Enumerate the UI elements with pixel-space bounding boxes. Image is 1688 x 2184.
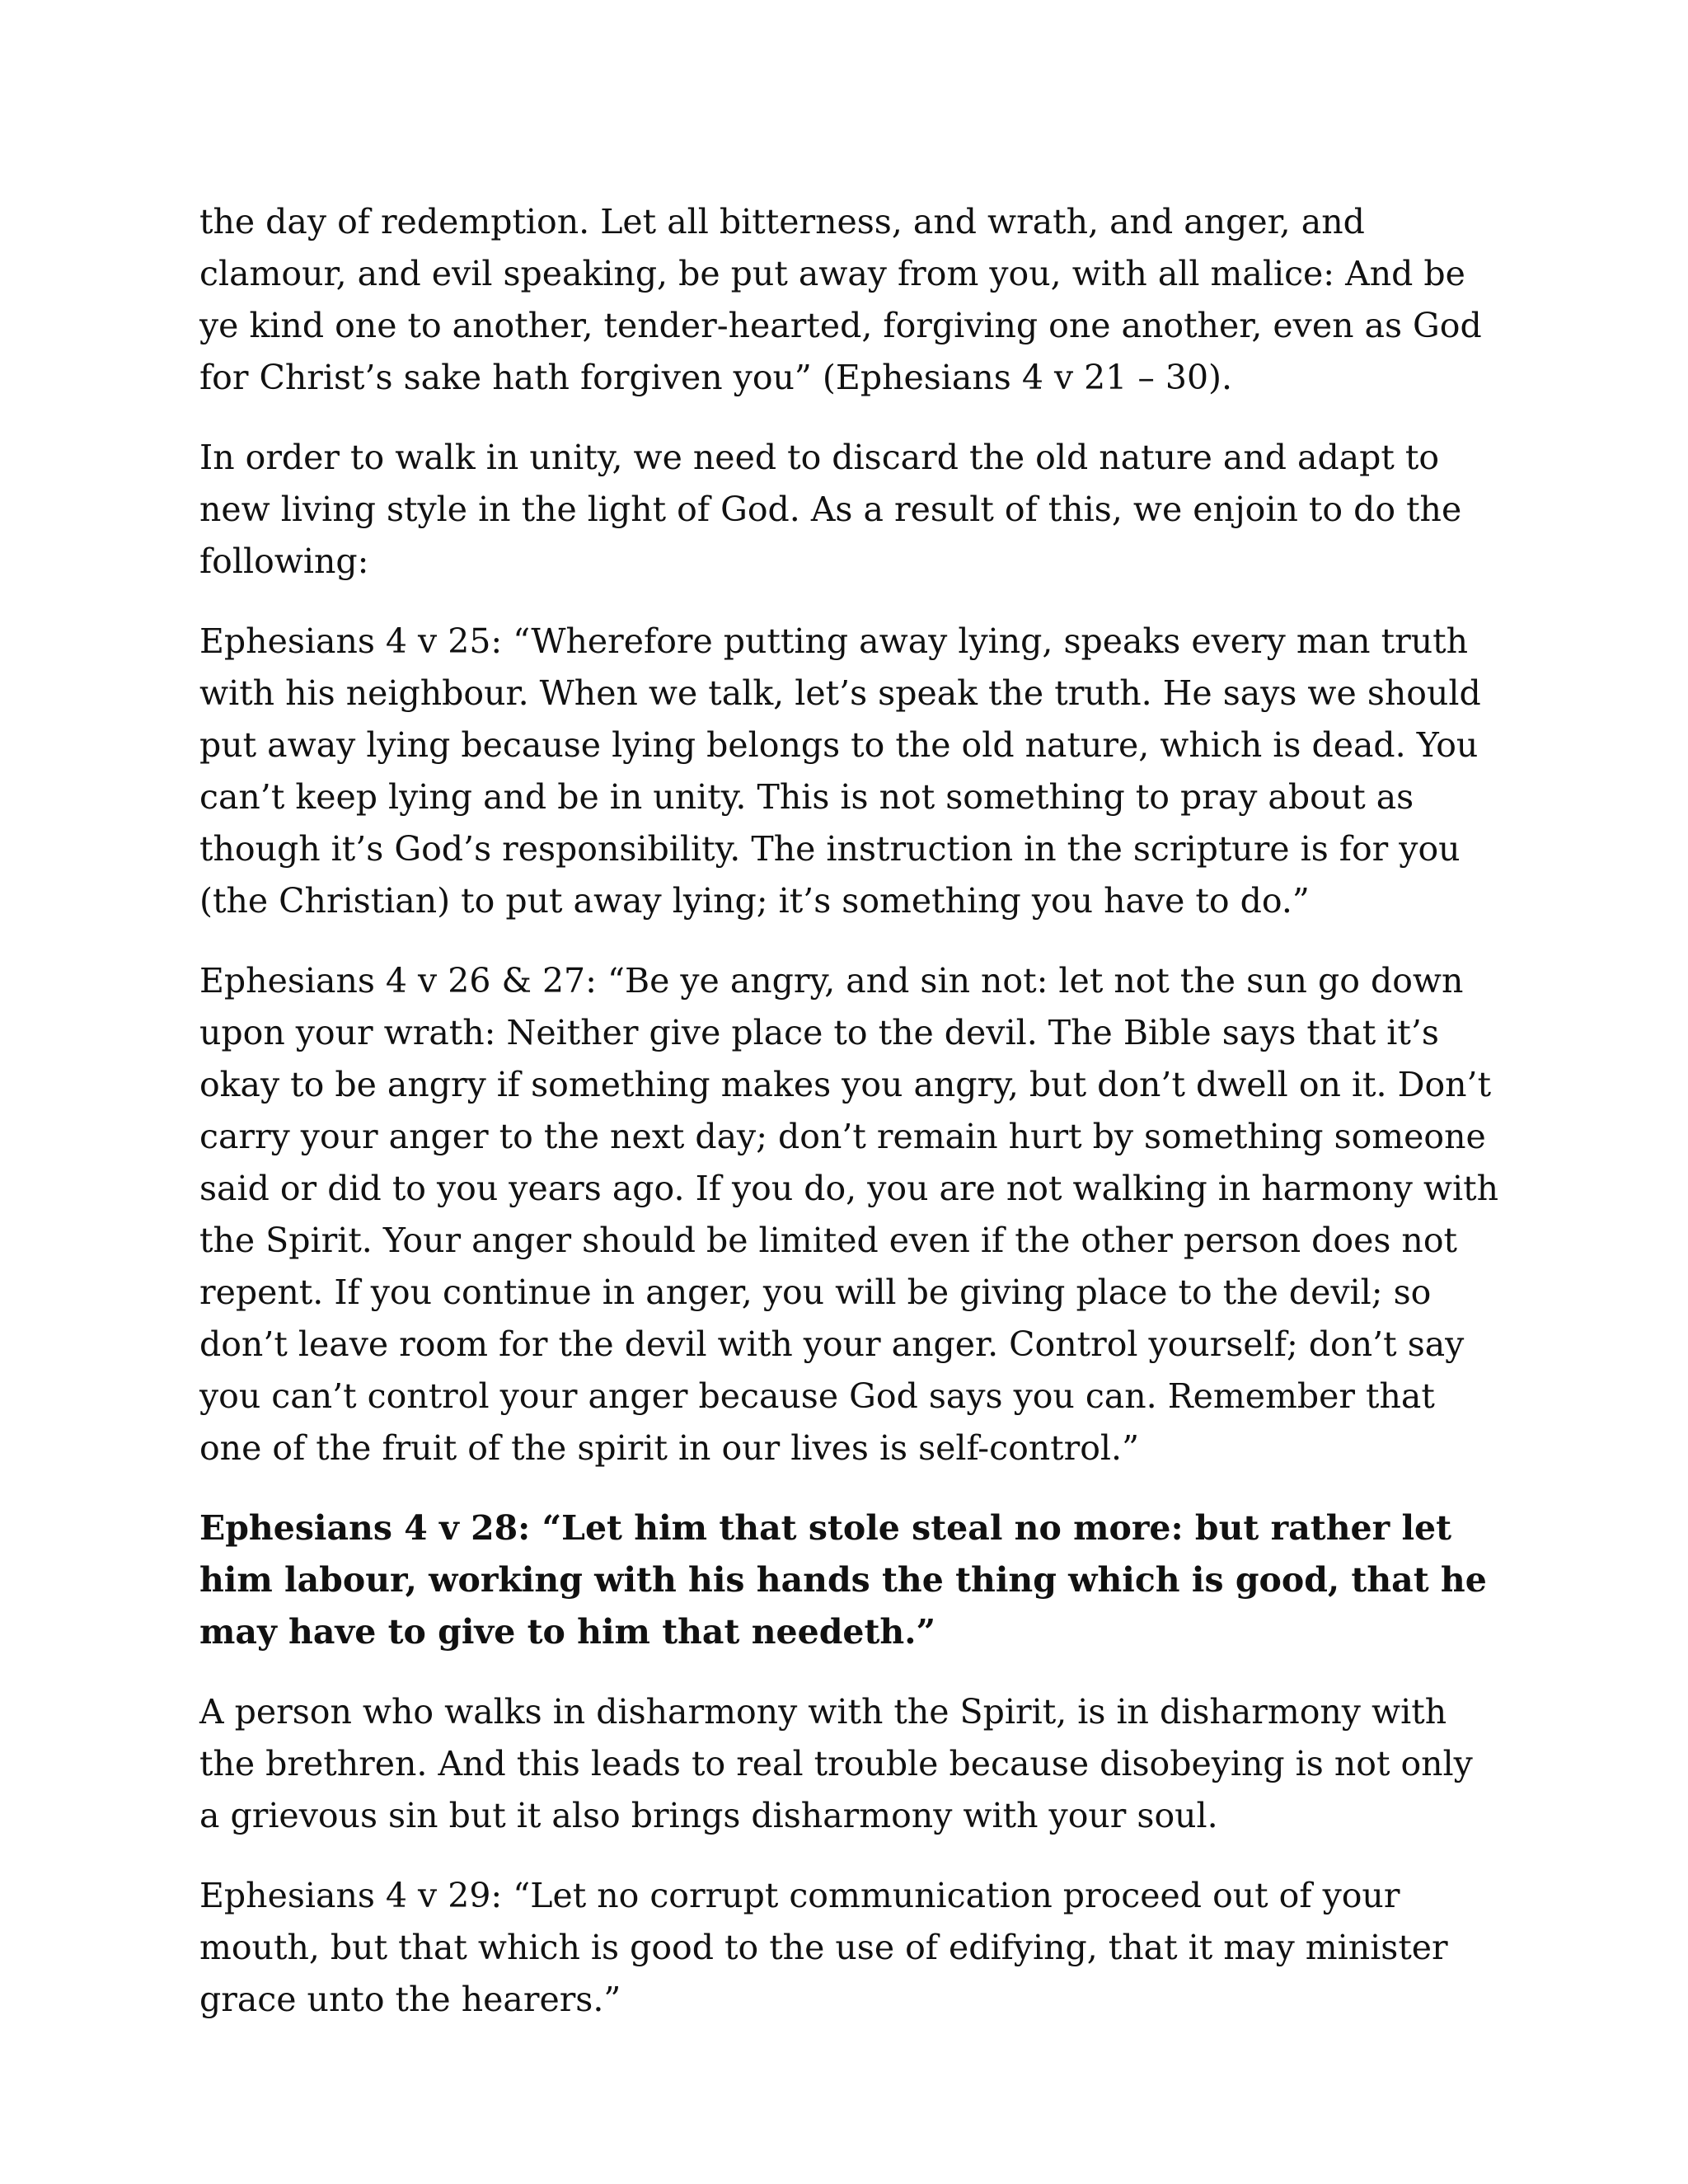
paragraph-ephesians-4-28: Ephesians 4 v 28: “Let him that stole steal no more: but rather let him labour, working with his hands the thing which is good, that he may have to give to him that needeth.”	[199, 1508, 1487, 1652]
paragraph-disharmony: A person who walks in disharmony with the Spirit, is in disharmony with the brethren. And this leads to real trouble because disobeying is not only a grievous sin but it also brings disharmony with your soul.	[199, 1692, 1473, 1835]
document-page	[199, 196, 1502, 2054]
paragraph-ephesians-4-25: Ephesians 4 v 25: “Wherefore putting away lying, speaks every man truth with his neighbour. When we talk, let’s speak the truth. He says we should put away lying because lying belongs to the old nature, which is dead. You can’t keep lying and be in unity. This is not something to pray about as though it’s God’s responsibility. The instruction in the scripture is for you (the Christian) to put away lying; it’s something you have to do.”	[199, 621, 1481, 921]
paragraph-redemption: the day of redemption. Let all bitterness, and wrath, and anger, and clamour, and evil speaking, be put away from you, with all malice: And be ye kind one to another, tender-hearted, forgiving one another, even as God for Christ’s sake hath forgiven you” (Ephesians 4 v 21 – 30).	[199, 202, 1482, 397]
paragraph-ephesians-4-26-27: Ephesians 4 v 26 & 27: “Be ye angry, and sin not: let not the sun go down upon your wrath: Neither give place to the devil. The Bible says that it’s okay to be angry if something makes you angry, but don’t dwell on it. Don’t carry your anger to the next day; don’t remain hurt by something someone said or did to you years ago. If you do, you are not walking in harmony with the Spirit. Your anger should be limited even if the other person does not repent. If you continue in anger, you will be giving place to the devil; so don’t leave room for the devil with your anger. Control yourself; don’t say you can’t control your anger because God says you can. Remember that one of the fruit of the spirit in our lives is self-control.”	[199, 961, 1499, 1468]
paragraph-ephesians-4-29: Ephesians 4 v 29: “Let no corrupt communication proceed out of your mouth, but that which is good to the use of edifying, that it may minister grace unto the hearers.”	[199, 1876, 1448, 2019]
paragraph-walk-in-unity: In order to walk in unity, we need to discard the old nature and adapt to new living style in the light of God. As a result of this, we enjoin to do the following:	[199, 438, 1462, 581]
